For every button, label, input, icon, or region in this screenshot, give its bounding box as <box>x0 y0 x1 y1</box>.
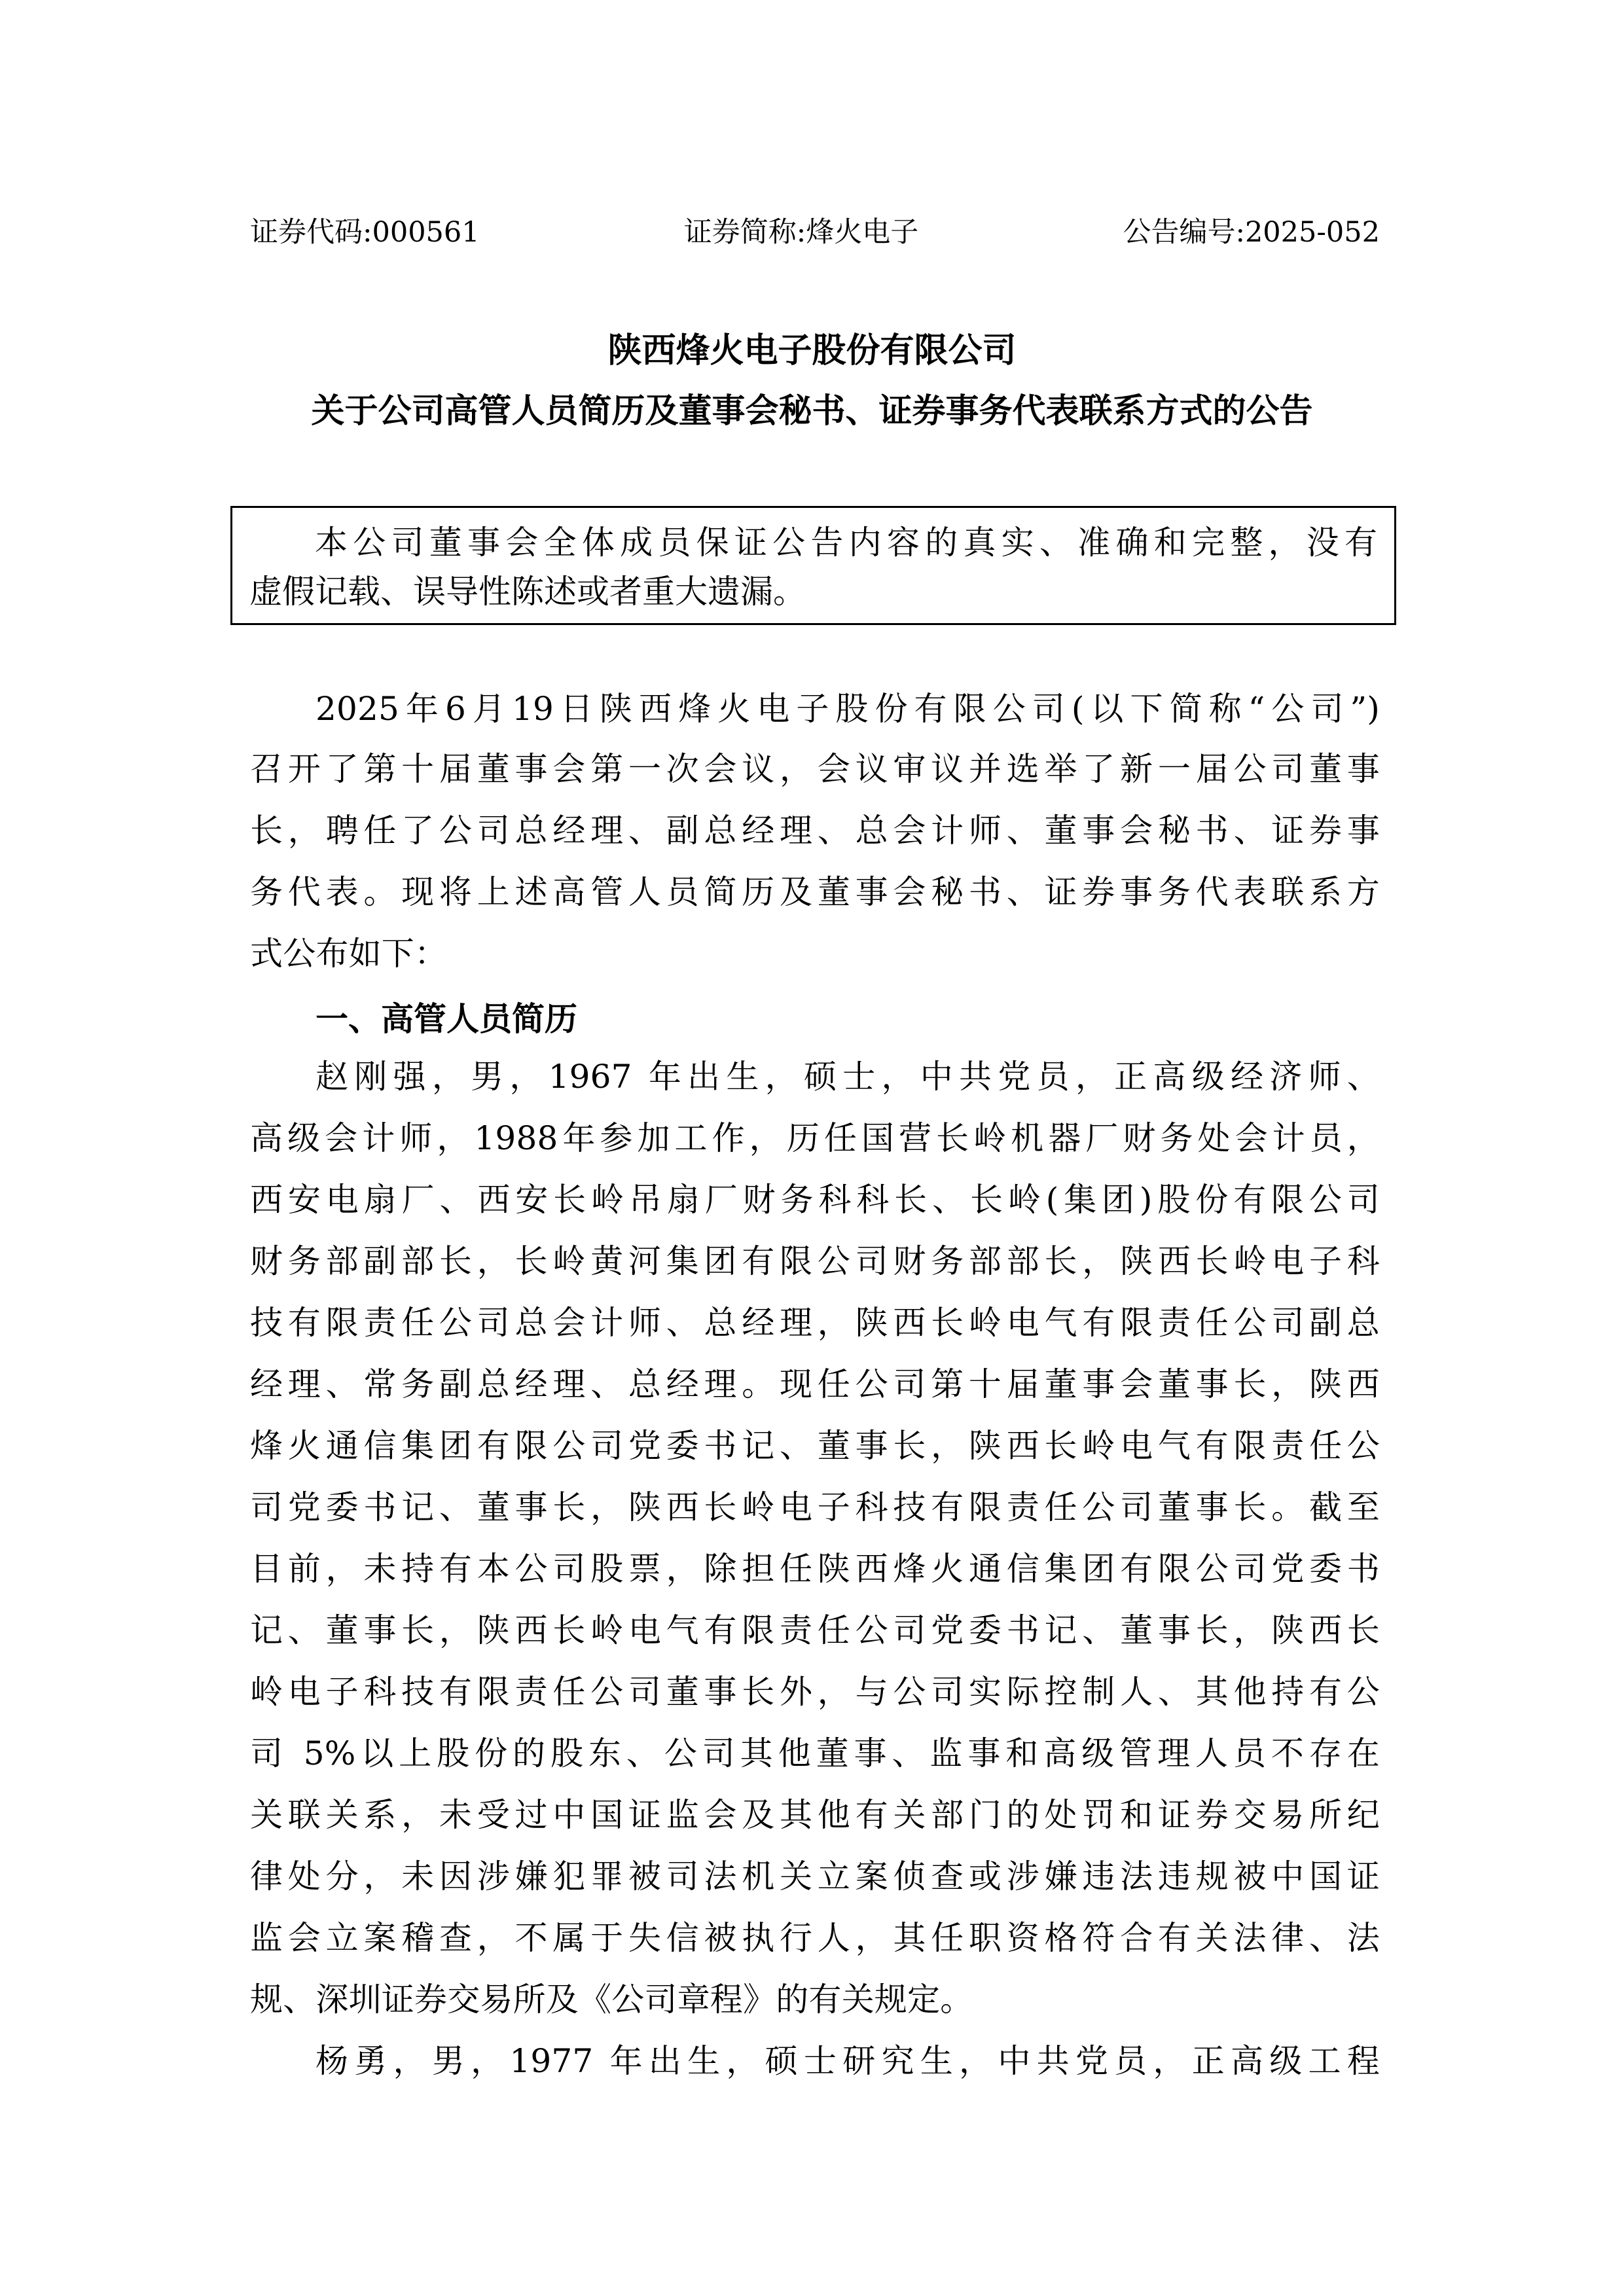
intro-line: 召开了第十届董事会第一次会议，会议审议并选举了新一届公司董事 <box>250 750 1380 788</box>
bio-zhao-line: 经理、常务副总经理、总经理。现任公司第十届董事会董事长，陕西 <box>250 1365 1380 1403</box>
bio-yang-line: 杨勇，男，1977 年出生，硕士研究生，中共党员，正高级工程 <box>316 2042 1380 2080</box>
bio-zhao-line: 规、深圳证券交易所及《公司章程》的有关规定。 <box>250 1981 973 2018</box>
bio-zhao-line: 技有限责任公司总会计师、总经理，陕西长岭电气有限责任公司副总 <box>250 1304 1380 1342</box>
board-guarantee-box <box>230 506 1396 625</box>
bio-zhao-line: 关联关系，未受过中国证监会及其他有关部门的处罚和证券交易所纪 <box>250 1796 1380 1834</box>
announcement-title: 关于公司高管人员简历及董事会秘书、证券事务代表联系方式的公告 <box>311 392 1313 431</box>
announcement-number: 公告编号:2025-052 <box>1123 216 1380 249</box>
section-heading-executive-resumes: 一、高管人员简历 <box>316 1000 577 1038</box>
bio-zhao-line: 财务部副部长，长岭黄河集团有限公司财务部部长，陕西长岭电子科 <box>250 1242 1380 1280</box>
document-header <box>250 213 1380 252</box>
bio-zhao-line: 记、董事长，陕西长岭电气有限责任公司党委书记、董事长，陕西长 <box>250 1611 1380 1649</box>
intro-line: 式公布如下： <box>250 935 448 973</box>
bio-zhao-line: 赵刚强，男，1967 年出生，硕士，中共党员，正高级经济师、 <box>316 1058 1380 1096</box>
intro-line: 务代表。现将上述高管人员简历及董事会秘书、证券事务代表联系方 <box>250 873 1380 911</box>
guarantee-line: 本公司董事会全体成员保证公告内容的真实、准确和完整，没有 <box>315 524 1377 562</box>
bio-zhao-line: 司 5%以上股份的股东、公司其他董事、监事和高级管理人员不存在 <box>250 1734 1380 1772</box>
intro-line: 长，聘任了公司总经理、副总经理、总会计师、董事会秘书、证券事 <box>250 812 1380 850</box>
bio-zhao-line: 高级会计师，1988年参加工作，历任国营长岭机器厂财务处会计员， <box>250 1119 1380 1157</box>
bio-zhao-line: 烽火通信集团有限公司党委书记、董事长，陕西长岭电气有限责任公 <box>250 1427 1380 1465</box>
intro-line: 2025年6月19日陕西烽火电子股份有限公司(以下简称“公司”) <box>316 690 1380 728</box>
bio-zhao-line: 西安电扇厂、西安长岭吊扇厂财务科科长、长岭(集团)股份有限公司 <box>250 1181 1380 1219</box>
bio-zhao-line: 目前，未持有本公司股票，除担任陕西烽火通信集团有限公司党委书 <box>250 1550 1380 1588</box>
bio-zhao-line: 律处分，未因涉嫌犯罪被司法机关立案侦查或涉嫌违法违规被中国证 <box>250 1857 1380 1895</box>
bio-zhao-line: 司党委书记、董事长，陕西长岭电子科技有限责任公司董事长。截至 <box>250 1488 1380 1526</box>
guarantee-line: 虚假记载、误导性陈述或者重大遗漏。 <box>249 573 806 611</box>
bio-zhao-line: 监会立案稽查，不属于失信被执行人，其任职资格符合有关法律、法 <box>250 1919 1380 1957</box>
securities-short-name: 证券简称:烽火电子 <box>683 216 919 249</box>
company-name-title: 陕西烽火电子股份有限公司 <box>607 331 1017 370</box>
bio-zhao-line: 岭电子科技有限责任公司董事长外，与公司实际控制人、其他持有公 <box>250 1673 1380 1711</box>
securities-code: 证券代码:000561 <box>250 216 480 249</box>
